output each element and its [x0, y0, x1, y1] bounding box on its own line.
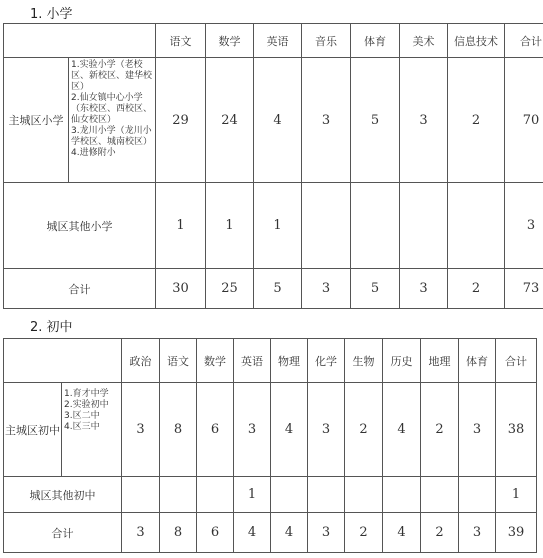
value-cell: 1 [254, 183, 302, 269]
subject-header: 历史 [383, 339, 421, 383]
value-cell: 8 [160, 513, 197, 553]
total-header: 合计 [496, 339, 537, 383]
total-row [4, 513, 537, 553]
value-cell: 3 [400, 58, 448, 183]
row-label: 主城区小学 [4, 58, 69, 183]
row-label: 城区其他小学 [4, 183, 156, 269]
school-item: 2.实验初中 [64, 400, 109, 410]
value-cell [197, 477, 234, 513]
value-cell: 2 [421, 383, 459, 477]
value-cell: 2 [345, 383, 383, 477]
value-cell: 4 [383, 513, 421, 553]
value-cell: 1 [234, 477, 271, 513]
value-cell: 2 [345, 513, 383, 553]
subject-header: 生物 [345, 339, 383, 383]
value-cell: 2 [448, 58, 505, 183]
header-blank-cell [4, 339, 122, 383]
value-cell: 1 [206, 183, 254, 269]
row-label: 合计 [4, 269, 156, 309]
value-cell: 1 [156, 183, 206, 269]
subject-header: 政治 [122, 339, 160, 383]
subject-header: 数学 [206, 24, 254, 58]
primary-school-heading: 1. 小学 [30, 7, 73, 22]
row-label: 城区其他初中 [4, 477, 122, 513]
subject-header: 数学 [197, 339, 234, 383]
subject-header: 信息技术 [448, 24, 505, 58]
subject-header: 体育 [351, 24, 400, 58]
value-cell: 25 [206, 269, 254, 309]
school-item: 1.实验小学（老校区、新校区、建华校区） [71, 60, 153, 92]
value-cell: 29 [156, 58, 206, 183]
total-cell: 70 [505, 58, 543, 183]
value-cell [271, 477, 308, 513]
value-cell: 4 [254, 58, 302, 183]
value-cell [302, 183, 351, 269]
value-cell: 4 [271, 513, 308, 553]
row-label: 合计 [4, 513, 122, 553]
subject-header: 语文 [156, 24, 206, 58]
school-item: 2.仙女镇中心小学（东校区、西校区、仙女校区） [71, 93, 153, 125]
middle-school-table [3, 338, 537, 553]
value-cell [345, 477, 383, 513]
value-cell [160, 477, 197, 513]
total-cell: 3 [505, 183, 543, 269]
value-cell: 3 [459, 383, 496, 477]
row-label: 主城区初中 [4, 383, 62, 477]
table-row [4, 477, 537, 513]
school-item: 4.进修附小 [71, 148, 116, 158]
value-cell: 6 [197, 383, 234, 477]
header-blank-cell [4, 24, 156, 58]
subject-header: 英语 [254, 24, 302, 58]
subject-header: 英语 [234, 339, 271, 383]
value-cell: 5 [254, 269, 302, 309]
value-cell [421, 477, 459, 513]
value-cell: 3 [400, 269, 448, 309]
value-cell: 3 [308, 383, 345, 477]
value-cell: 3 [459, 513, 496, 553]
total-cell: 39 [496, 513, 537, 553]
value-cell: 3 [122, 383, 160, 477]
value-cell: 8 [160, 383, 197, 477]
table-row [4, 383, 537, 477]
table-header-row [4, 24, 543, 58]
school-item: 1.育才中学 [64, 389, 109, 399]
value-cell: 5 [351, 58, 400, 183]
value-cell: 2 [421, 513, 459, 553]
subject-header: 物理 [271, 339, 308, 383]
subject-header: 化学 [308, 339, 345, 383]
subject-header: 体育 [459, 339, 496, 383]
value-cell: 3 [122, 513, 160, 553]
total-cell: 38 [496, 383, 537, 477]
value-cell [351, 183, 400, 269]
value-cell: 3 [302, 269, 351, 309]
value-cell: 3 [302, 58, 351, 183]
value-cell: 30 [156, 269, 206, 309]
value-cell: 4 [383, 383, 421, 477]
value-cell: 3 [234, 383, 271, 477]
subject-header: 语文 [160, 339, 197, 383]
subject-header: 美术 [400, 24, 448, 58]
total-header: 合计 [505, 24, 543, 58]
value-cell: 4 [271, 383, 308, 477]
value-cell: 3 [308, 513, 345, 553]
school-item: 3.龙川小学（龙川小学校区、城南校区） [71, 126, 153, 147]
table-row [4, 58, 543, 183]
value-cell [122, 477, 160, 513]
value-cell: 6 [197, 513, 234, 553]
primary-school-table [3, 23, 543, 309]
value-cell [308, 477, 345, 513]
table-header-row [4, 339, 537, 383]
school-list [62, 383, 122, 477]
total-row [4, 269, 543, 309]
value-cell: 4 [234, 513, 271, 553]
value-cell [400, 183, 448, 269]
school-item: 4.区三中 [64, 422, 100, 432]
school-list [69, 58, 156, 183]
total-cell: 1 [496, 477, 537, 513]
subject-header: 音乐 [302, 24, 351, 58]
value-cell: 5 [351, 269, 400, 309]
value-cell [383, 477, 421, 513]
school-item: 3.区二中 [64, 411, 100, 421]
value-cell: 24 [206, 58, 254, 183]
value-cell [459, 477, 496, 513]
value-cell [448, 183, 505, 269]
value-cell: 2 [448, 269, 505, 309]
table-row [4, 183, 543, 269]
total-cell: 73 [505, 269, 543, 309]
middle-school-heading: 2. 初中 [30, 320, 73, 335]
subject-header: 地理 [421, 339, 459, 383]
